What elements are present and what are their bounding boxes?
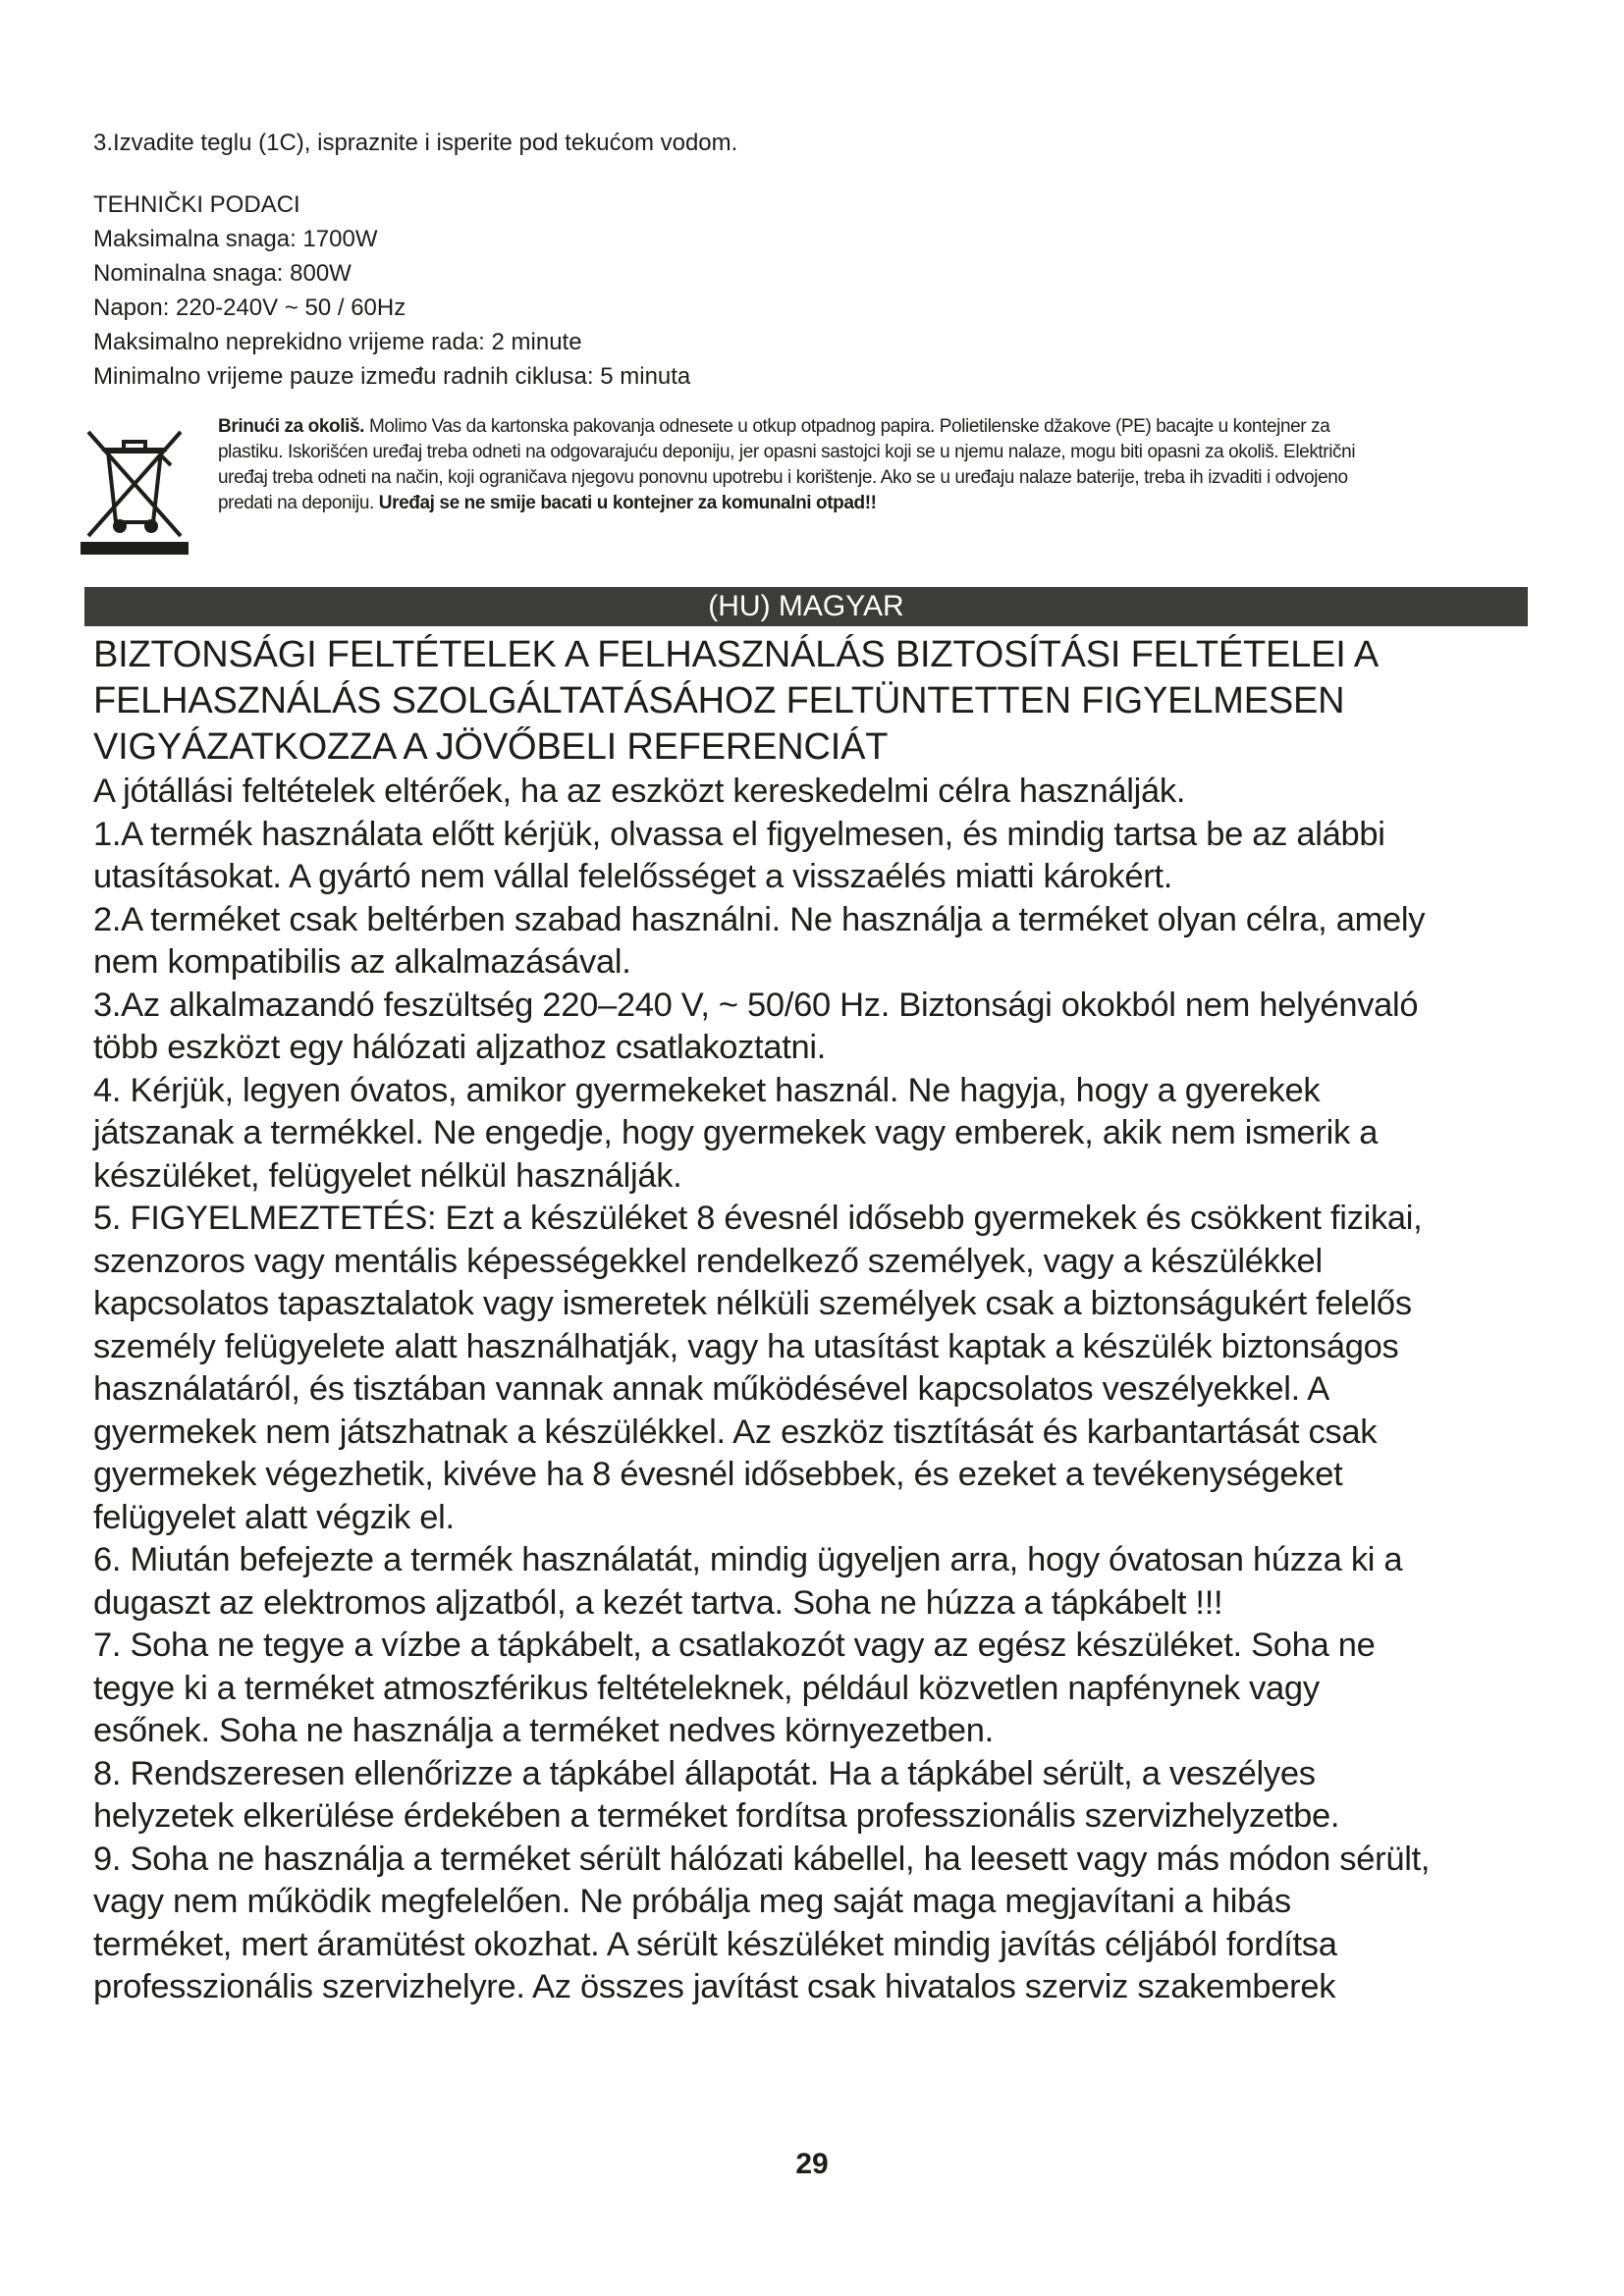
safety-title — [93, 632, 1537, 771]
safety-item-line: készüléket, felügyelet nélkül használják. — [93, 1156, 682, 1195]
safety-item-line: gyermekek végezhetik, kivéve ha 8 évesnél idősebbek, és ezeket a tevékenységeket — [93, 1456, 1343, 1493]
safety-item-line: professzionális szervizhelyre. Az összes javítást csak hivatalos szerviz szakemberek — [93, 1968, 1336, 2005]
safety-item-line: 8. Rendszeresen ellenőrizze a tápkábel állapotát. Ha a tápkábel sérült, a veszélyes — [93, 1754, 1316, 1792]
safety-item-line: használatáról, és tisztában vannak annak működésével kapcsolatos veszélyekkel. A — [93, 1370, 1329, 1408]
safety-item-line: helyzetek elkerülése érdekében a terméket fordítsa professzionális szervizhelyzetbe. — [93, 1797, 1340, 1835]
spec-max-power: Maksimalna snaga: 1700W — [93, 226, 378, 252]
warranty-note-line: A jótállási feltételek eltérőek, ha az eszközt kereskedelmi célra használják. — [93, 773, 1186, 810]
environment-notice-line: plastiku. Iskorišćen uređaj treba odneti na odgovarajuću deponiju, jer opasni sastojci koji se u njemu nalaze, mogu biti opasni za okoliš. Električni — [218, 442, 1356, 462]
environment-notice-line: predati na deponiju. — [218, 493, 379, 513]
safety-item-line: esőnek. Soha ne használja a terméket nedves környezetben. — [93, 1712, 994, 1749]
safety-item-line: felügyelet alatt végzik el. — [93, 1498, 455, 1536]
safety-item-line: 2.A terméket csak beltérben szabad használni. Ne használja a terméket olyan célra, amely — [93, 900, 1426, 938]
safety-item-line: 9. Soha ne használja a terméket sérült hálózati kábellel, ha leesett vagy más módon sérült, — [93, 1840, 1431, 1878]
safety-item-line: utasításokat. A gyártó nem vállal felelősséget a visszaélés miatti károkért. — [93, 858, 1172, 895]
disposal-warning: Uređaj se ne smije bacati u kontejner za komunalni otpad!! — [378, 493, 877, 513]
safety-item — [93, 1753, 1537, 1839]
page-number: 29 — [795, 2148, 829, 2180]
safety-item-line: játszanak a termékkel. Ne engedje, hogy gyermekek vagy emberek, akik nem ismerik a — [93, 1114, 1379, 1151]
technical-data-section — [93, 126, 1527, 394]
spec-max-run-time: Maksimalno neprekidno vrijeme rada: 2 minute — [93, 329, 582, 355]
safety-item — [93, 1070, 1537, 1199]
safety-item-line: terméket, mert áramütést okozhat. A sérült készüléket mindig javítás céljából fordítsa — [93, 1925, 1337, 1963]
safety-items-list — [93, 814, 1537, 2009]
safety-item — [93, 1539, 1537, 1625]
safety-item-line: 6. Miután befejezte a termék használatát, mindig ügyeljen arra, hogy óvatosan húzza ki a — [93, 1541, 1403, 1578]
safety-item-line: 3.Az alkalmazandó feszültség 220–240 V, ~ 50/60 Hz. Biztonsági okokból nem helyénvaló — [93, 986, 1419, 1024]
safety-item — [93, 1625, 1537, 1753]
safety-item-line: 1.A termék használata előtt kérjük, olvassa el figyelmesen, és mindig tartsa be az alábbi — [93, 815, 1385, 853]
cleaning-step-3: 3.Izvadite teglu (1C), ispraznite i isperite pod tekućom vodom. — [93, 130, 738, 156]
spec-min-pause: Minimalno vrijeme pauze između radnih ciklusa: 5 minuta — [93, 363, 691, 390]
safety-title-line: BIZTONSÁGI FELTÉTELEK A FELHASZNÁLÁS BIZTOSÍTÁSI FELTÉTELEI A — [93, 634, 1380, 675]
spec-voltage: Napon: 220-240V ~ 50 / 60Hz — [93, 294, 406, 321]
safety-item — [93, 899, 1537, 985]
safety-item — [93, 985, 1537, 1070]
safety-item-line: vagy nem működik megfelelően. Ne próbálja meg saját maga megjavítani a hibás — [93, 1883, 1291, 1920]
safety-item-line: több eszközt egy hálózati aljzathoz csatlakoztatni. — [93, 1029, 827, 1066]
safety-item — [93, 1839, 1537, 2009]
spec-nominal-power: Nominalna snaga: 800W — [93, 260, 352, 287]
safety-title-line: FELHASZNÁLÁS SZOLGÁLTATÁSÁHOZ FELTÜNTETTEN FIGYELMESEN — [93, 680, 1345, 721]
hungarian-safety-section — [93, 632, 1537, 2009]
safety-item-line: 4. Kérjük, legyen óvatos, amikor gyermekeket használ. Ne hagyja, hogy a gyerekek — [93, 1071, 1321, 1109]
safety-item-line: személy felügyelete alatt használhatják, vagy ha utasítást kaptak a készülék biztonságos — [93, 1327, 1399, 1365]
warranty-note — [93, 771, 1537, 814]
crossed-out-wheelie-bin-icon — [81, 412, 189, 555]
safety-item-line: 7. Soha ne tegye a vízbe a tápkábelt, a csatlakozót vagy az egész készüléket. Soha ne — [93, 1627, 1376, 1664]
safety-item — [93, 814, 1537, 899]
safety-item-line: gyermekek nem játszhatnak a készülékkel. Az eszköz tisztítását és karbantartását csak — [93, 1413, 1378, 1451]
safety-item-line: kapcsolatos tapasztalatok vagy ismeretek nélküli személyek csak a biztonságukért felelős — [93, 1285, 1412, 1322]
environment-notice-line: uređaj treba odneti na način, koji ograničava njegovu ponovnu upotrebu i korištenje. Ako se u uređaju nalaze baterije, treba ih izvaditi i odvojeno — [218, 467, 1348, 488]
safety-title-line: VIGYÁZATKOZZA A JÖVŐBELI REFERENCIÁT — [93, 726, 889, 768]
safety-item-line: tegye ki a terméket atmoszférikus feltételeknek, például közvetlen napfénynek vagy — [93, 1669, 1320, 1707]
language-section-header: (HU) MAGYAR — [84, 587, 1528, 626]
environment-notice-line: Molimo Vas da kartonska pakovanja odnesete u otkup otpadnog papira. Polietilenske džakove (PE) bacajte u kontejner za — [364, 416, 1330, 437]
safety-item-line: szenzoros vagy mentális képességekkel rendelkező személyek, vagy a készülékkel — [93, 1242, 1323, 1280]
safety-item-line: 5. FIGYELMEZTETÉS: Ezt a készüléket 8 évesnél idősebb gyermekek és csökkent fizikai, — [93, 1200, 1423, 1237]
technical-data-heading: TEHNIČKI PODACI — [93, 191, 300, 218]
environment-notice-heading: Brinući za okoliš. — [218, 416, 365, 437]
environment-notice — [81, 412, 1534, 560]
safety-item — [93, 1198, 1537, 1539]
environment-notice-text — [218, 414, 1534, 516]
safety-item-line: dugaszt az elektromos aljzatból, a kezét tartva. Soha ne húzza a tápkábelt !!! — [93, 1583, 1223, 1622]
safety-item-line: nem kompatibilis az alkalmazásával. — [93, 943, 631, 981]
